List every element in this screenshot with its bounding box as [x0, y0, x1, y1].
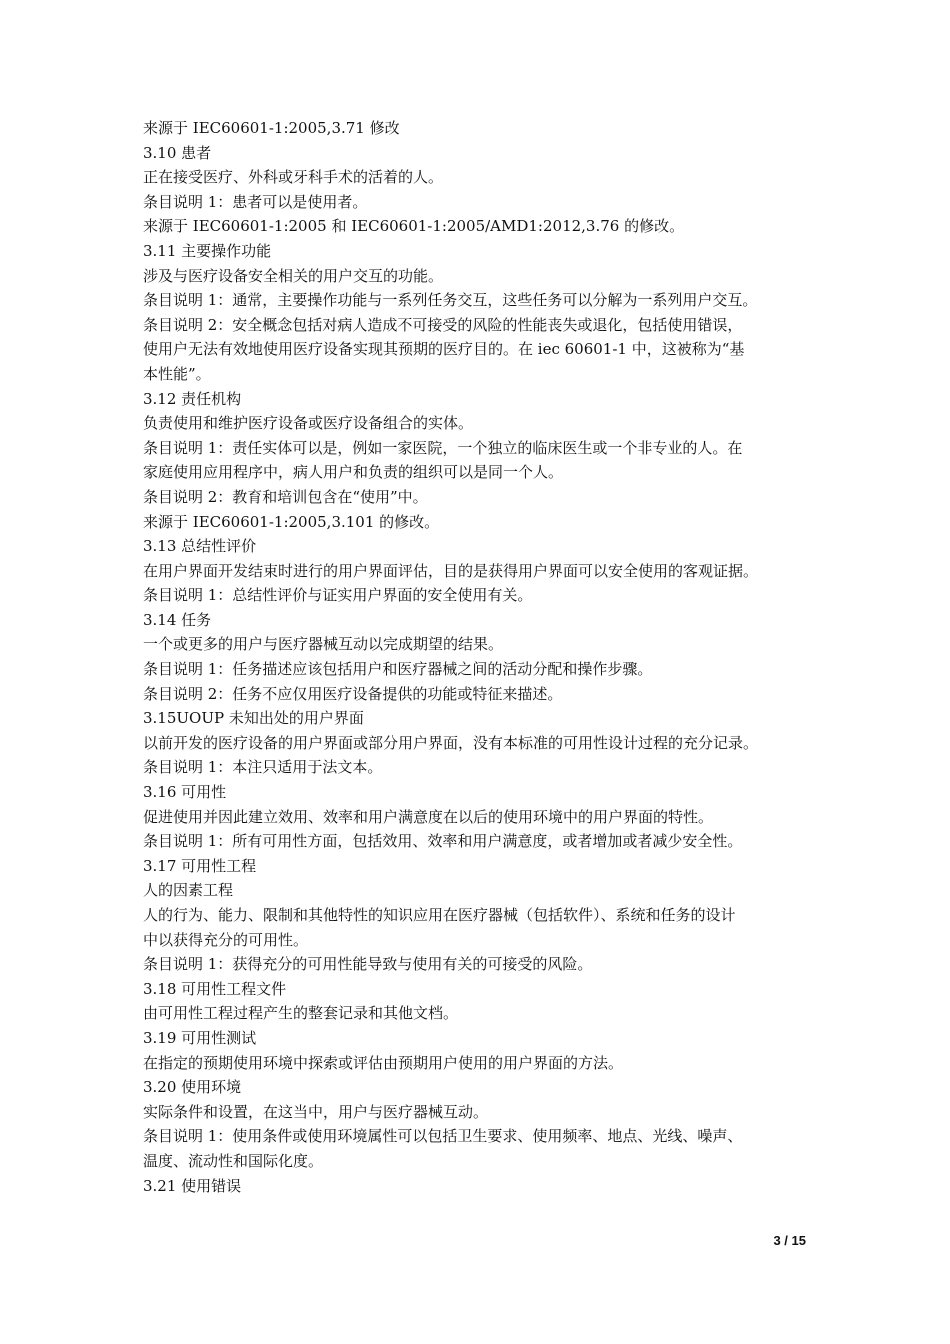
text-line: 温度、流动性和国际化度。: [143, 1151, 324, 1170]
text-line: 家庭使用应用程序中，病人用户和负责的组织可以是同一个人。: [143, 463, 564, 482]
text-line: 条目说明 1：使用条件或使用环境属性可以包括卫生要求、使用频率、地点、光线、噪声、: [143, 1127, 743, 1146]
text-line: 条目说明 1：通常，主要操作功能与一系列任务交互，这些任务可以分解为一系列用户交互。: [143, 291, 758, 310]
text-line: 中以获得充分的可用性。: [143, 930, 309, 949]
text-line: 人的行为、能力、限制和其他特性的知识应用在医疗器械（包括软件）、系统和任务的设计: [143, 906, 736, 924]
text-line: 条目说明 1：所有可用性方面，包括效用、效率和用户满意度，或者增加或者减少安全性。: [143, 832, 743, 851]
text-line: 在指定的预期使用环境中探索或评估由预期用户使用的用户界面的方法。: [143, 1053, 624, 1072]
text-line: 3.13 总结性评价: [143, 537, 257, 556]
text-line: 涉及与医疗设备安全相关的用户交互的功能。: [143, 266, 444, 285]
text-line: 3.20 使用环境: [143, 1078, 242, 1097]
text-line: 3.18 可用性工程文件: [143, 979, 287, 998]
text-line: 来源于 IEC60601-1:2005,3.101 的修改。: [143, 512, 440, 531]
text-line: 3.11 主要操作功能: [143, 241, 272, 260]
text-line: 在用户界面开发结束时进行的用户界面评估，目的是获得用户界面可以安全使用的客观证据。: [143, 561, 759, 580]
text-line: 3.10 患者: [143, 143, 212, 162]
text-line: 条目说明 2：任务不应仅用医疗设备提供的功能或特征来描述。: [143, 684, 563, 703]
text-line: 3.19 可用性测试: [143, 1028, 257, 1047]
text-line: 来源于 IEC60601-1:2005,3.71 修改: [143, 119, 400, 137]
text-line: 3.15UOUP 未知出处的用户界面: [143, 709, 364, 728]
text-line: 3.17 可用性工程: [143, 856, 257, 875]
text-line: 3.12 责任机构: [143, 389, 242, 408]
text-line: 由可用性工程过程产生的整套记录和其他文档。: [143, 1004, 459, 1023]
text-line: 以前开发的医疗设备的用户界面或部分用户界面，没有本标准的可用性设计过程的充分记录。: [143, 733, 759, 752]
text-line: 来源于 IEC60601-1:2005 和 IEC60601-1:2005/AMD1:2012,3.76 的修改。: [143, 217, 685, 236]
text-line: 负责使用和维护医疗设备或医疗设备组合的实体。: [143, 414, 474, 433]
text-line: 条目说明 1：本注只适用于法文本。: [143, 758, 383, 777]
text-line: 实际条件和设置，在这当中，用户与医疗器械互动。: [143, 1102, 489, 1121]
text-line: 3.14 任务: [143, 610, 212, 629]
text-line: 3.21 使用错误: [143, 1176, 242, 1195]
text-line: 使用户无法有效地使用医疗设备实现其预期的医疗目的。在 iec 60601-1 中，这被称为“基: [143, 340, 745, 359]
text-line: 条目说明 2：安全概念包括对病人造成不可接受的风险的性能丧失或退化，包括使用错误，: [143, 315, 743, 334]
text-line: 条目说明 1：总结性评价与证实用户界面的安全使用有关。: [143, 586, 533, 605]
text-line: 条目说明 1：患者可以是使用者。: [143, 192, 368, 211]
text-line: 条目说明 2：教育和培训包含在“使用”中。: [143, 487, 428, 506]
text-line: 条目说明 1：责任实体可以是，例如一家医院，一个独立的临床医生或一个非专业的人。在: [143, 438, 743, 457]
text-line: 本性能”。: [143, 364, 211, 383]
text-line: 人的因素工程: [143, 881, 234, 900]
text-line: 条目说明 1：任务描述应该包括用户和医疗器械之间的活动分配和操作步骤。: [143, 660, 653, 679]
page-number: 3 / 15: [773, 1233, 806, 1248]
document-body: [143, 116, 823, 1198]
text-line: 3.16 可用性: [143, 783, 227, 802]
text-line: 促进使用并因此建立效用、效率和用户满意度在以后的使用环境中的用户界面的特性。: [143, 807, 714, 826]
text-line: 条目说明 1：获得充分的可用性能导致与使用有关的可接受的风险。: [143, 955, 593, 974]
text-line: 一个或更多的用户与医疗器械互动以完成期望的结果。: [143, 635, 504, 654]
text-line: 正在接受医疗、外科或牙科手术的活着的人。: [143, 168, 444, 187]
